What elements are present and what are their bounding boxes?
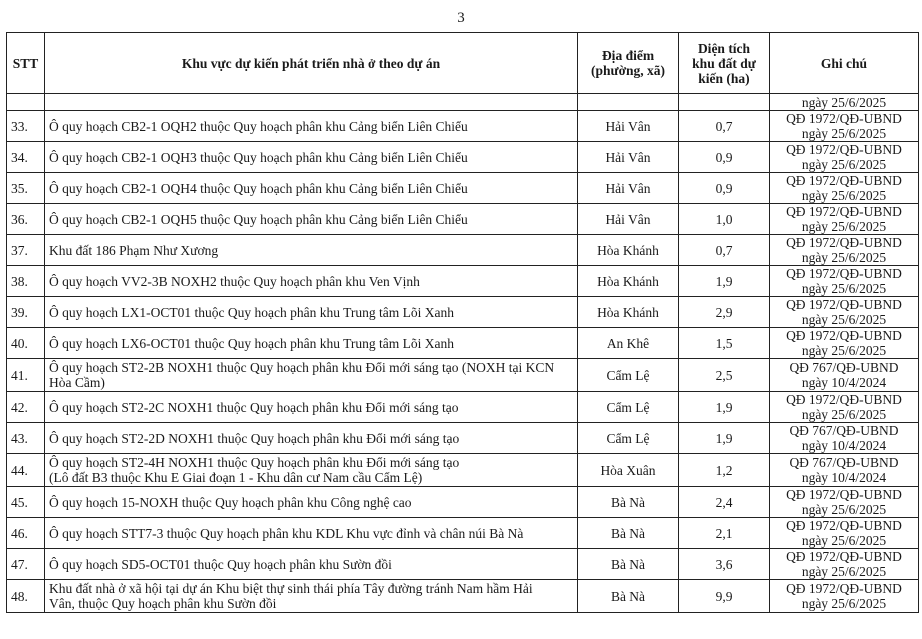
row-size (679, 142, 770, 173)
row-note-line: QĐ 1972/QĐ-UBND (786, 297, 902, 312)
row-stt (7, 235, 45, 266)
continuation-row (7, 94, 919, 111)
row-area (45, 392, 578, 423)
row-stt (7, 266, 45, 297)
row-area-line: Ô quy hoạch ST2-2B NOXH1 thuộc Quy hoạch phân khu Đổi mới sáng tạo (NOXH tại KCN (49, 360, 555, 375)
table-row (7, 392, 919, 423)
row-stt (7, 204, 45, 235)
row-area (45, 454, 578, 487)
row-note-line: ngày 25/6/2025 (801, 250, 887, 265)
row-stt-line: 42. (11, 399, 28, 415)
row-size (679, 173, 770, 204)
table-row (7, 423, 919, 454)
row-note-line: ngày 25/6/2025 (801, 281, 887, 296)
row-area (45, 328, 578, 359)
row-area (45, 549, 578, 580)
row-size (679, 328, 770, 359)
table-row (7, 580, 919, 613)
row-stt (7, 359, 45, 392)
row-note-line: QĐ 1972/QĐ-UBND (786, 266, 902, 281)
row-area (45, 297, 578, 328)
row-place (578, 392, 679, 423)
continuation-place (578, 94, 679, 111)
row-note-line: ngày 25/6/2025 (801, 312, 887, 327)
row-size (679, 518, 770, 549)
row-note (770, 266, 919, 297)
row-area-line: Ô quy hoạch VV2-3B NOXH2 thuộc Quy hoạch phân khu Ven Vịnh (49, 273, 420, 289)
header-place-line2: (phường, xã) (590, 63, 666, 78)
row-area (45, 423, 578, 454)
row-area (45, 142, 578, 173)
row-area-line: Ô quy hoạch CB2-1 OQH3 thuộc Quy hoạch phân khu Cảng biển Liên Chiểu (49, 149, 468, 165)
row-stt (7, 580, 45, 613)
row-size (679, 297, 770, 328)
row-area (45, 359, 578, 392)
row-size-line: 3,6 (715, 556, 733, 572)
row-size (679, 111, 770, 142)
row-note (770, 328, 919, 359)
row-stt (7, 111, 45, 142)
row-size-line: 0,7 (715, 118, 733, 134)
row-stt-line: 37. (11, 242, 28, 258)
row-place-line: Bà Nà (610, 588, 646, 604)
row-stt-line: 35. (11, 180, 28, 196)
row-size (679, 359, 770, 392)
row-size-line: 0,9 (715, 149, 733, 165)
row-place (578, 173, 679, 204)
row-stt-line: 40. (11, 335, 28, 351)
row-area (45, 580, 578, 613)
row-area-line: Ô quy hoạch ST2-2C NOXH1 thuộc Quy hoạch phân khu Đổi mới sáng tạo (49, 399, 459, 415)
row-place (578, 235, 679, 266)
row-size (679, 549, 770, 580)
row-note-line: QĐ 1972/QĐ-UBND (786, 392, 902, 407)
row-place (578, 518, 679, 549)
row-place (578, 204, 679, 235)
row-size (679, 204, 770, 235)
row-place (578, 359, 679, 392)
row-area-line: Ô quy hoạch CB2-1 OQH2 thuộc Quy hoạch phân khu Cảng biển Liên Chiểu (49, 118, 468, 134)
row-note-line: QĐ 1972/QĐ-UBND (786, 142, 902, 157)
row-stt-line: 39. (11, 304, 28, 320)
row-note-line: QĐ 767/QĐ-UBND (789, 455, 899, 470)
continuation-area (45, 94, 578, 111)
header-place (578, 33, 679, 94)
row-stt-line: 43. (11, 430, 28, 446)
row-size-line: 2,9 (715, 304, 733, 320)
row-area (45, 111, 578, 142)
row-note (770, 580, 919, 613)
row-note (770, 549, 919, 580)
header-size-line3: kiến (ha) (698, 70, 750, 86)
row-note-line: ngày 25/6/2025 (801, 596, 887, 611)
row-place-line: Cẩm Lệ (606, 399, 650, 415)
row-note (770, 392, 919, 423)
row-size (679, 423, 770, 454)
row-size-line: 1,0 (715, 211, 733, 227)
row-place-line: Bà Nà (610, 494, 646, 510)
row-place-line: Hòa Khánh (597, 242, 659, 258)
row-note (770, 142, 919, 173)
row-note (770, 454, 919, 487)
continuation-note: ngày 25/6/2025 (770, 94, 919, 111)
header-size-line2: khu đất dự (692, 55, 756, 71)
row-size-line: 2,5 (715, 367, 733, 383)
row-stt (7, 297, 45, 328)
row-note-line: ngày 25/6/2025 (801, 157, 887, 172)
row-note (770, 423, 919, 454)
row-size-line: 1,9 (715, 430, 733, 446)
row-area-line: Ô quy hoạch CB2-1 OQH5 thuộc Quy hoạch phân khu Cảng biển Liên Chiểu (49, 211, 468, 227)
row-place-line: Hòa Khánh (597, 304, 659, 320)
row-stt (7, 392, 45, 423)
row-note-line: ngày 25/6/2025 (801, 343, 887, 358)
row-place-line: Hòa Khánh (597, 273, 659, 289)
row-area-line: Ô quy hoạch LX6-OCT01 thuộc Quy hoạch phân khu Trung tâm Lõi Xanh (49, 335, 454, 351)
row-note-line: ngày 25/6/2025 (801, 533, 887, 548)
table-row (7, 487, 919, 518)
row-area-line: Vân, thuộc Quy hoạch phân khu Sườn đồi (49, 596, 277, 611)
row-stt (7, 173, 45, 204)
table-row (7, 454, 919, 487)
row-note-line: ngày 25/6/2025 (801, 219, 887, 234)
row-size (679, 487, 770, 518)
row-place-line: Hải Vân (605, 149, 651, 165)
row-place-line: Bà Nà (610, 525, 646, 541)
row-note-line: QĐ 1972/QĐ-UBND (786, 518, 902, 533)
row-place (578, 142, 679, 173)
row-stt (7, 142, 45, 173)
row-stt-line: 34. (11, 149, 28, 165)
row-area-line: Ô quy hoạch SD5-OCT01 thuộc Quy hoạch phân khu Sườn đồi (49, 556, 392, 572)
row-size-line: 1,9 (715, 399, 733, 415)
row-area (45, 487, 578, 518)
row-note-line: QĐ 1972/QĐ-UBND (786, 328, 902, 343)
row-note-line: ngày 10/4/2024 (801, 470, 887, 485)
row-note-line: QĐ 1972/QĐ-UBND (786, 487, 902, 502)
row-place-line: An Khê (606, 335, 650, 351)
table-row (7, 173, 919, 204)
row-area-line: Ô quy hoạch CB2-1 OQH4 thuộc Quy hoạch phân khu Cảng biển Liên Chiểu (49, 180, 468, 196)
row-place (578, 423, 679, 454)
row-size-line: 9,9 (715, 588, 733, 604)
row-stt (7, 423, 45, 454)
row-note (770, 173, 919, 204)
row-stt (7, 328, 45, 359)
table-row (7, 328, 919, 359)
row-area (45, 204, 578, 235)
continuation-stt (7, 94, 45, 111)
row-size (679, 266, 770, 297)
row-place-line: Hải Vân (605, 118, 651, 134)
row-size (679, 454, 770, 487)
row-area-line: Ô quy hoạch STT7-3 thuộc Quy hoạch phân khu KDL Khu vực đỉnh và chân núi Bà Nà (49, 525, 524, 541)
continuation-size (679, 94, 770, 111)
row-size-line: 0,9 (715, 180, 733, 196)
table-row (7, 266, 919, 297)
row-note-line: QĐ 1972/QĐ-UBND (786, 111, 902, 126)
row-area-line: Khu đất nhà ở xã hội tại dự án Khu biệt thự sinh thái phía Tây đường tránh Nam hầm Hải (49, 581, 533, 596)
row-place-line: Hòa Xuân (600, 462, 656, 478)
row-size-line: 1,5 (715, 335, 733, 351)
row-size-line: 2,1 (715, 525, 733, 541)
row-note (770, 359, 919, 392)
row-size-line: 1,9 (715, 273, 733, 289)
row-note-line: QĐ 1972/QĐ-UBND (786, 173, 902, 188)
row-stt-line: 41. (11, 367, 28, 383)
row-note-line: ngày 10/4/2024 (801, 375, 887, 390)
row-place-line: Hải Vân (605, 180, 651, 196)
row-place-line: Cẩm Lệ (606, 367, 650, 383)
row-note (770, 111, 919, 142)
row-note-line: QĐ 1972/QĐ-UBND (786, 549, 902, 564)
row-note-line: QĐ 767/QĐ-UBND (789, 423, 899, 438)
table-body (7, 94, 919, 613)
row-stt-line: 46. (11, 525, 28, 541)
row-size-line: 1,2 (715, 462, 733, 478)
row-stt-line: 38. (11, 273, 28, 289)
row-area-line: Ô quy hoạch 15-NOXH thuộc Quy hoạch phân khu Công nghệ cao (49, 494, 412, 510)
row-stt (7, 518, 45, 549)
page-number: 3 (457, 10, 465, 26)
row-place (578, 266, 679, 297)
row-area (45, 173, 578, 204)
row-place-line: Bà Nà (610, 556, 646, 572)
row-stt-line: 36. (11, 211, 28, 227)
header-size-line1: Diện tích (697, 40, 751, 56)
row-stt-line: 47. (11, 556, 28, 572)
row-stt-line: 44. (11, 462, 28, 478)
row-place-line: Cẩm Lệ (606, 430, 650, 446)
row-place-line: Hải Vân (605, 211, 651, 227)
row-size-line: 2,4 (715, 494, 733, 510)
row-area-line: Ô quy hoạch LX1-OCT01 thuộc Quy hoạch phân khu Trung tâm Lõi Xanh (49, 304, 454, 320)
row-size (679, 392, 770, 423)
row-note (770, 235, 919, 266)
header-stt: STT (7, 33, 45, 94)
row-area-line: Khu đất 186 Phạm Như Xương (49, 242, 219, 258)
row-note-line: ngày 25/6/2025 (801, 502, 887, 517)
row-note-line: ngày 10/4/2024 (801, 438, 887, 453)
row-place (578, 487, 679, 518)
row-area-line: Ô quy hoạch ST2-4H NOXH1 thuộc Quy hoạch phân khu Đổi mới sáng tạo (49, 455, 460, 470)
row-place (578, 454, 679, 487)
table-row (7, 142, 919, 173)
row-note-line: QĐ 1972/QĐ-UBND (786, 581, 902, 596)
header-area: Khu vực dự kiến phát triển nhà ở theo dự án (45, 33, 578, 94)
row-area (45, 266, 578, 297)
row-place (578, 328, 679, 359)
row-size (679, 235, 770, 266)
table-row (7, 297, 919, 328)
row-place (578, 297, 679, 328)
row-area (45, 235, 578, 266)
row-note (770, 297, 919, 328)
row-size (679, 580, 770, 613)
row-stt (7, 454, 45, 487)
table-row (7, 111, 919, 142)
row-note-line: ngày 25/6/2025 (801, 126, 887, 141)
table-row (7, 235, 919, 266)
row-place (578, 580, 679, 613)
table-row (7, 204, 919, 235)
row-note-line: ngày 25/6/2025 (801, 188, 887, 203)
header-size (679, 33, 770, 94)
header-place-line1: Địa điểm (601, 48, 655, 63)
table-row (7, 359, 919, 392)
row-area-line: (Lô đất B3 thuộc Khu E Giai đoạn 1 - Khu dân cư Nam cầu Cẩm Lệ) (49, 470, 423, 485)
row-note-line: QĐ 1972/QĐ-UBND (786, 204, 902, 219)
row-stt-line: 33. (11, 118, 28, 134)
row-place (578, 111, 679, 142)
row-note (770, 487, 919, 518)
row-place (578, 549, 679, 580)
housing-area-table (6, 32, 919, 613)
table-row (7, 518, 919, 549)
row-stt-line: 48. (11, 588, 28, 604)
row-note (770, 204, 919, 235)
row-area-line: Hòa Cầm) (49, 375, 105, 390)
row-note (770, 518, 919, 549)
header-note: Ghi chú (770, 33, 919, 94)
row-size-line: 0,7 (715, 242, 733, 258)
table-row (7, 549, 919, 580)
row-area (45, 518, 578, 549)
table-header-row (7, 33, 919, 94)
row-stt (7, 549, 45, 580)
row-note-line: QĐ 767/QĐ-UBND (789, 360, 899, 375)
row-area-line: Ô quy hoạch ST2-2D NOXH1 thuộc Quy hoạch phân khu Đổi mới sáng tạo (49, 430, 460, 446)
row-stt-line: 45. (11, 494, 28, 510)
row-note-line: ngày 25/6/2025 (801, 564, 887, 579)
row-stt (7, 487, 45, 518)
row-note-line: QĐ 1972/QĐ-UBND (786, 235, 902, 250)
row-note-line: ngày 25/6/2025 (801, 407, 887, 422)
